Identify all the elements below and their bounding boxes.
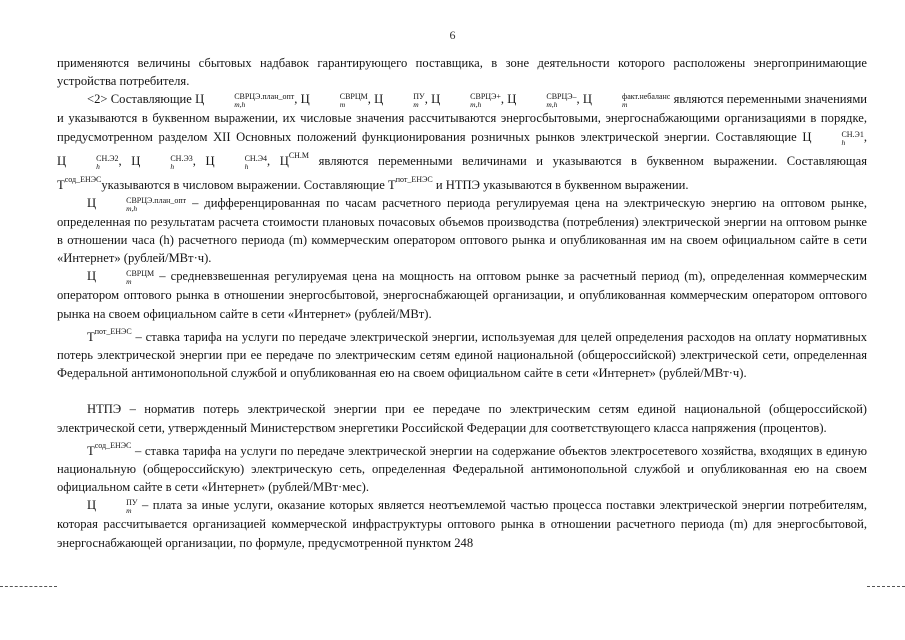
paragraph-continuation: применяются величины сбытовых надбавок гарантирующего поставщика, в зоне деятельности которого расположены энергопринимающие устройства потребителя. — [57, 56, 867, 89]
definition-price-plan: Ц СВРЦЭ.план_опт m,h – дифференцированная по часам расчетного периода регулируемая цена на электрическую энергию на оптовом рынке, определенная по результатам расчета стоимости плановых почасовых объемов производства (потребления) электрической энергии на оптовом рынке в отношении часа (h) расчетного периода (m) коммерческим оператором оптового рынка и опубликованная им на своем официальном сайте в сети «Интернет» (рублей/МВт·ч). — [57, 195, 867, 266]
symbol-chm: $Ц^{СН.М}$ — [279, 150, 310, 168]
symbol-price-capacity-def: Ц СВРЦМ m — [87, 269, 155, 287]
symbol-price-services-def: Ц ПУ m — [87, 498, 138, 516]
symbol-ch3: Ц СН.Э3 h — [131, 153, 193, 171]
symbol-tariff-maintenance-def: $Т^{сод\_ЕНЭС}$ — [87, 440, 132, 458]
symbol-price-plan-def: Ц СВРЦЭ.план_опт m,h — [87, 195, 187, 213]
document-body — [57, 54, 867, 552]
paragraph-footnote-2: <2> Составляющие Ц СВРЦЭ.план_опт m,h , Ц СВРЦМ m , Ц ПУ m , Ц СВРЦЭ+ m,h , Ц СВРЦЭ– m,h , Ц факт.небаланс m являются переменными значениями и указываются в буквенном выражении, их числовые значения рассчитываются энергосбытовыми, энергоснабжающими организациями в порядке, предусмотренном разделом XII Основных положений функционирования розничных рынков электрической энергии. Составляющие Ц СН.Э1 h , Ц СН.Э2 h , Ц СН.Э3 h , Ц СН.Э4 h , $Ц^{СН.М}$ являются переменными величинами и указываются в буквенном выражении. Составляющая $Т^{сод\_ЕНЭС}указываются$ в числовом выражении. Составляющие $Т^{пот\_ЕНЭС}$ и НТПЭ указываются в буквенном выражении. — [57, 92, 868, 192]
definition-tariff-maintenance: $Т^{сод\_ЕНЭС}$ – ставка тарифа на услуги по передаче электрической энергии на содержание объектов электросетевого хозяйства, входящих в единую национальную (общероссийскую) электрическую сеть, определенная Федеральной антимонопольной службой и опубликованная ею на своем официальном сайте в сети «Интернет» (рублей/МВт·мес). — [57, 440, 867, 495]
symbol-ch2: Ц СН.Э2 h — [57, 153, 119, 171]
symbol-ch1: Ц СН.Э1 h — [802, 129, 864, 147]
definition-ntpe: НТПЭ – норматив потерь электрической энергии при ее передаче по электрическим сетям единой национальной (общероссийской) электрической сети, утвержденный Министерством энергетики Российской Федерации для соответствующего класса напряжения (процентов). — [57, 402, 867, 435]
symbol-ch4: Ц СН.Э4 h — [205, 153, 267, 171]
symbol-price-minus: Ц СВРЦЭ– m,h — [507, 92, 577, 110]
definition-tariff-losses: $Т^{пот\_ЕНЭС}$ – ставка тарифа на услуги по передаче электрической энергии, используемая для целей определения расходов на оплату нормативных потерь электрической энергии при ее передаче по электрическим сетям единой национальной (общероссийской) электрической сети, определенная Федеральной антимонопольной службой и опубликованная ею на своем официальном сайте в сети «Интернет» (рублей/МВт·ч). — [57, 326, 867, 381]
scan-dash-right — [867, 586, 905, 587]
symbol-price-plan: Ц СВРЦЭ.план_опт m,h — [195, 92, 295, 110]
symbol-tariff-maintenance: $Т^{сод\_ЕНЭС}$ — [57, 174, 102, 192]
scan-dash-left — [0, 586, 57, 587]
symbol-tariff-losses-def: $Т^{пот\_ЕНЭС}$ — [87, 326, 132, 344]
page-number: 6 — [449, 28, 456, 42]
symbol-price-plus: Ц СВРЦЭ+ m,h — [431, 92, 501, 110]
footnote-intro: <2> Составляющие — [87, 92, 192, 107]
symbol-price-imbalance: Ц факт.небаланс m — [582, 92, 671, 110]
symbol-tariff-losses: $Т^{пот\_ЕНЭС}$ — [388, 174, 433, 192]
symbol-price-capacity: Ц СВРЦМ m — [300, 92, 368, 110]
definition-price-capacity: Ц СВРЦМ m – средневзвешенная регулируемая цена на мощность на оптовом рынке за расчетный период (m), определенная коммерческим оператором оптового рынка в отношении энергосбытовой, энергоснабжающей организации, и опубликованная коммерческим оператором оптового рынка на своем официальном сайте в сети «Интернет» (рублей/МВт). — [57, 269, 867, 321]
symbol-price-services: Ц ПУ m — [374, 92, 425, 110]
definition-price-services: Ц ПУ m – плата за иные услуги, оказание которых является неотъемлемой частью процесса поставки электрической энергии потребителям, которая рассчитывается организацией коммерческой инфраструктуры оптового рынка в отношении расчетного периода (m) для энергосбытовой, энергоснабжающей организации, по формуле, предусмотренной пунктом 248 — [57, 498, 867, 550]
